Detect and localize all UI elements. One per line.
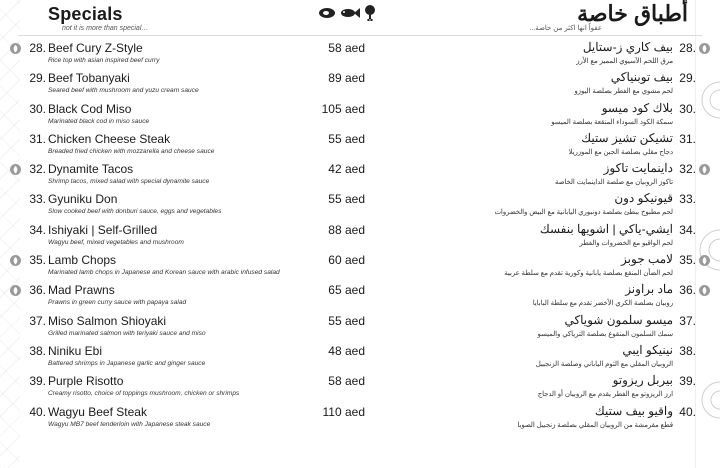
menu-item-arabic: [360, 101, 720, 131]
dish-price: 89 aed: [328, 71, 365, 86]
dish-name-arabic: نينيكو ايبي: [622, 342, 673, 357]
menu-item-row: [0, 404, 720, 434]
dish-description: Slow cooked beef with donburi sauce, eggs and vegetables: [48, 208, 222, 216]
spicy-badge-icon: [699, 43, 710, 54]
dish-number: 32.: [29, 162, 46, 177]
dish-name: Wagyu Beef Steak: [48, 404, 147, 419]
menu-item-arabic: [360, 191, 720, 221]
dish-description: Wagyu beef, mixed vegetables and mushroom: [48, 238, 184, 246]
dish-price: 65 aed: [328, 283, 365, 298]
menu-item-arabic: [360, 40, 720, 70]
dish-number-arabic: .28: [679, 41, 696, 55]
spicy-badge-icon: [10, 43, 21, 54]
dish-description: Prawns in green curry sauce with papaya salad: [48, 299, 187, 307]
dish-price: 110 aed: [322, 404, 365, 419]
dish-number-arabic: .36: [679, 283, 696, 298]
tagline-english: not it is more than special…: [62, 25, 149, 32]
dish-number: 30.: [29, 101, 46, 116]
dish-name-arabic: ميسو سلمون شوياكي: [564, 312, 673, 327]
chili-icon: [701, 256, 708, 265]
menu-item-arabic: [360, 343, 720, 373]
dish-price: 55 aed: [328, 313, 365, 328]
dish-number-arabic: .29: [679, 71, 696, 86]
dish-number: 40.: [29, 404, 46, 419]
dish-description-arabic: الروبيان المقلي مع الثوم الياباني وصلصة الزنجبيل: [535, 360, 673, 368]
dish-number-arabic: .39: [679, 374, 696, 389]
menu-item-arabic: [360, 252, 720, 282]
chili-icon: [701, 44, 708, 53]
title-english: Specials: [48, 4, 123, 24]
dish-description-arabic: لحم مشوي مع الفطر بصلصة اليوزو: [574, 88, 673, 96]
dish-price: 105 aed: [321, 101, 365, 116]
menu-item-arabic: [360, 282, 720, 312]
dish-price: 88 aed: [328, 222, 365, 237]
dish-number: 36.: [29, 283, 46, 298]
dish-name-arabic: واقيو بيف ستيك: [594, 403, 673, 418]
menu-items-list: [0, 40, 720, 434]
dish-number-arabic: .31: [679, 131, 696, 146]
menu-item-arabic: [360, 222, 720, 252]
dish-name: Chicken Cheese Steak: [48, 131, 171, 146]
spicy-badge-icon: [699, 285, 710, 296]
dish-number: 37.: [29, 313, 46, 328]
dish-name: Black Cod Miso: [48, 101, 132, 116]
dish-description-arabic: روبيان بصلصة الكري الأخضر تقدم مع سلطة البابايا: [532, 300, 673, 308]
dish-description: Marinated black cod in miso sauce: [48, 117, 150, 125]
dish-description: Grilled marinated salmon with teriyaki sauce and miso: [48, 329, 206, 337]
menu-header: [0, 0, 720, 36]
dish-name-arabic: ايشي-ياكي | اشويها بنفسك: [539, 221, 673, 236]
dish-number-arabic: .37: [679, 313, 696, 328]
dish-name-arabic: بيف توبنياكي: [610, 70, 673, 85]
dish-price: 48 aed: [328, 343, 365, 358]
menu-item-english: [0, 343, 365, 373]
menu-item-english: [0, 404, 365, 434]
chili-icon: [12, 256, 19, 265]
dish-name-arabic: ماد براونز: [625, 282, 673, 297]
menu-item-row: [0, 131, 720, 161]
steak-icon: [318, 7, 336, 19]
food-type-icons: [318, 5, 376, 21]
menu-item-english: [0, 70, 365, 100]
dish-name: Beef Tobanyaki: [48, 71, 130, 86]
spicy-badge-icon: [699, 255, 710, 266]
dish-price: 42 aed: [328, 162, 365, 177]
dish-description-arabic: ارز الريزوتو مع الفطر يقدم مع الروبيان أو الدجاج: [537, 391, 673, 399]
chicken-leg-icon: [364, 5, 376, 21]
dish-name-arabic: داينمايت تاكوز: [603, 161, 673, 176]
dish-description-arabic: تاكوز الروبيان مع صلصة الداينمايت الخاصة: [554, 179, 673, 187]
menu-item-english: [0, 161, 365, 191]
menu-item-english: [0, 252, 365, 282]
dish-description-arabic: لحم مطبوخ ببطئ بصلصة دونبوري اليابانية مع البيض والخضروات: [494, 209, 673, 217]
dish-name-arabic: تشيكن تشيز ستيك: [581, 130, 673, 145]
dish-number-arabic: .32: [679, 162, 696, 177]
dish-description: Battered shrimps in Japanese garlic and ginger sauce: [48, 359, 206, 367]
dish-name: Beef Cury Z-Style: [48, 41, 143, 55]
dish-description: Breaded fried chicken with mozzarella and cheese sauce: [48, 147, 215, 155]
dish-number: 31.: [29, 131, 46, 146]
menu-item-arabic: [360, 313, 720, 343]
dish-number-arabic: .33: [679, 192, 696, 207]
dish-name-arabic: لامب جوبز: [621, 252, 673, 267]
menu-item-row: [0, 70, 720, 100]
menu-item-row: [0, 222, 720, 252]
menu-item-english: [0, 373, 365, 403]
menu-item-arabic: [360, 131, 720, 161]
dish-price: 60 aed: [328, 253, 365, 268]
dish-name-arabic: قيونيكو دون: [614, 191, 673, 206]
dish-price: 58 aed: [328, 374, 365, 389]
menu-item-arabic: [360, 161, 720, 191]
menu-item-row: [0, 161, 720, 191]
fish-icon: [340, 7, 360, 19]
dish-name: Dynamite Tacos: [48, 162, 134, 177]
dish-name: Niniku Ebi: [48, 343, 103, 358]
dish-name: Mad Prawns: [48, 283, 115, 298]
menu-item-english: [0, 131, 365, 161]
dish-price: 55 aed: [328, 192, 365, 207]
dish-number-arabic: .38: [679, 343, 696, 358]
dish-name: Gyuniku Don: [48, 192, 118, 207]
dish-name: Purple Risotto: [48, 374, 124, 389]
menu-item-row: [0, 282, 720, 312]
dish-name: Lamb Chops: [48, 253, 117, 268]
dish-description-arabic: مرق اللحم الآسيوي المميز مع الأرز: [576, 58, 673, 65]
dish-number: 38.: [29, 343, 46, 358]
header-divider: [18, 35, 702, 36]
dish-name-arabic: بيربل ريزوتو: [612, 373, 673, 388]
dish-name: Miso Salmon Shioyaki: [48, 313, 167, 328]
dish-number-arabic: .30: [679, 101, 696, 116]
dish-number: 34.: [29, 222, 46, 237]
menu-item-row: [0, 101, 720, 131]
menu-item-arabic: [360, 70, 720, 100]
menu-item-english: [0, 40, 365, 70]
dish-description-arabic: سمكة الكود السوداء المنقعة بصلصة الميسو: [551, 118, 673, 126]
menu-item-row: [0, 191, 720, 221]
dish-description-arabic: لحم الضأن المنقع بصلصة يابانية وكورية تقدم مع سلطة عربية: [504, 270, 673, 278]
dish-description: Wagyu MB7 beef tenderloin with Japanese steak sauce: [48, 420, 211, 428]
dish-description-arabic: لحم الواقيو مع الخضروات والفطر: [579, 239, 673, 247]
chili-icon: [12, 44, 19, 53]
menu-item-row: [0, 252, 720, 282]
dish-name: Ishiyaki | Self-Grilled: [48, 222, 158, 237]
dish-description: Creamy risotto, choice of toppings mushroom, chicken or shrimps: [48, 390, 240, 398]
menu-item-english: [0, 313, 365, 343]
chili-icon: [12, 286, 19, 295]
dish-name-arabic: بلاك كود ميسو: [601, 100, 673, 115]
menu-item-row: [0, 313, 720, 343]
menu-item-row: [0, 40, 720, 70]
menu-item-row: [0, 343, 720, 373]
menu-item-arabic: [360, 404, 720, 434]
dish-description-arabic: سمك السلمون المنقوع بصلصة الترياكي والميسو: [537, 330, 673, 338]
spicy-badge-icon: [10, 164, 21, 175]
dish-description-arabic: قطع مقرمشة من الروبيان المقلي بصلصة زنجبيل الصويا: [517, 421, 673, 429]
dish-price: 58 aed: [328, 41, 365, 55]
title-arabic: أطباق خاصة: [577, 1, 688, 26]
dish-number-arabic: .34: [679, 222, 696, 237]
dish-price: 55 aed: [328, 131, 365, 146]
dish-name-arabic: بيف كاري ز-ستايل: [582, 40, 673, 54]
dish-number-arabic: .40: [679, 404, 696, 419]
menu-item-english: [0, 282, 365, 312]
menu-item-english: [0, 222, 365, 252]
chili-icon: [701, 165, 708, 174]
dish-description-arabic: دجاج مقلي بصلصة الجبن مع الموزريلا: [568, 148, 673, 156]
dish-number-arabic: .35: [679, 253, 696, 268]
spicy-badge-icon: [10, 255, 21, 266]
dish-description: Marinated lamb chops in Japanese and Korean sauce with arabic infused salad: [48, 269, 280, 277]
dish-number: 33.: [29, 192, 46, 207]
menu-item-english: [0, 101, 365, 131]
chili-icon: [701, 286, 708, 295]
dish-number: 28.: [29, 41, 46, 55]
dish-description: Seared beef with mushroom and yuzu cream sauce: [48, 87, 199, 95]
menu-item-row: [0, 373, 720, 403]
dish-number: 29.: [29, 71, 46, 86]
menu-item-english: [0, 191, 365, 221]
dish-description: Shrimp tacos, mixed salad with special dynamite sauce: [48, 178, 210, 186]
spicy-badge-icon: [10, 285, 21, 296]
dish-number: 39.: [29, 374, 46, 389]
chili-icon: [12, 165, 19, 174]
dish-description: Rice top with asian inspired beef curry: [48, 57, 160, 64]
dish-number: 35.: [29, 253, 46, 268]
menu-item-arabic: [360, 373, 720, 403]
tagline-arabic: عفواً انها اكثر من خاصة...: [529, 25, 602, 32]
spicy-badge-icon: [699, 164, 710, 175]
